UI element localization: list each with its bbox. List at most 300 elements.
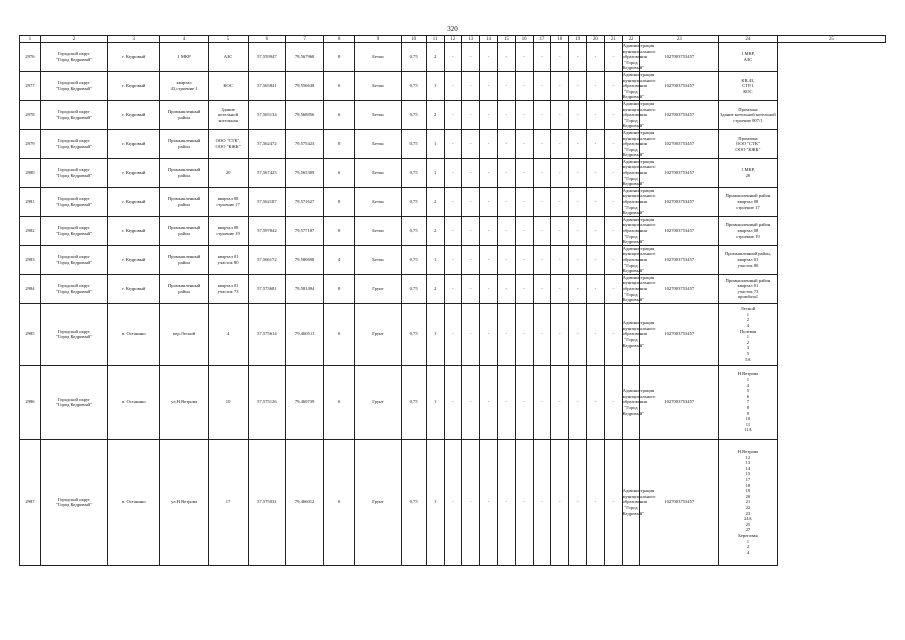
- ogrn: 1027003753457: [640, 216, 719, 245]
- column-number: 24: [719, 36, 778, 43]
- col-16: -: [497, 71, 515, 100]
- location-note: 1 МКР, АЗС: [719, 43, 778, 72]
- table-row: [20, 187, 886, 216]
- col-19: -: [551, 100, 569, 129]
- area: 0,75: [401, 216, 426, 245]
- col-16: -: [497, 216, 515, 245]
- row-number: 2982: [20, 216, 41, 245]
- col-14: -: [462, 71, 480, 100]
- ogrn: 1027003753457: [640, 365, 719, 439]
- surface-type: Грунт: [355, 303, 401, 365]
- owner: Администрация муниципального образования "Город Кедровый": [622, 365, 640, 439]
- col-13: -: [444, 158, 462, 187]
- owner: Администрация муниципального образования "Город Кедровый": [622, 439, 640, 565]
- col-15: -: [480, 439, 498, 565]
- latitude: 57,559947: [248, 43, 286, 72]
- surface-type: Бетон: [355, 187, 401, 216]
- table-row: [20, 129, 886, 158]
- building: Здание котельной котельная: [208, 100, 248, 129]
- column-number: 10: [401, 36, 426, 43]
- longitude: 79,575423: [286, 129, 324, 158]
- col-13: -: [444, 274, 462, 303]
- ogrn: 1027003753457: [640, 439, 719, 565]
- col-20: -: [569, 303, 587, 365]
- table-row: [20, 158, 886, 187]
- location-note: Промышленный район квартал 01 участок 73 промбаза1: [719, 274, 778, 303]
- column-number: 14: [480, 36, 498, 43]
- location-note: Лесной 1 2 4 Полевая 1 2 3 5 5А: [719, 303, 778, 365]
- location-note: Промзона Здание котельной котельной строение 007/1: [719, 100, 778, 129]
- owner: Администрация муниципального образования "Город Кедровый": [622, 216, 656, 245]
- building: АЗС: [208, 43, 248, 72]
- row-number: 2980: [20, 158, 41, 187]
- col-21: -: [587, 187, 605, 216]
- street: Промышленный район: [160, 216, 208, 245]
- longitude: 79,460739: [286, 365, 324, 439]
- municipality: Городской округ "Город Кедровый": [40, 216, 107, 245]
- count: 8: [323, 216, 354, 245]
- table-row: [20, 100, 886, 129]
- col-14: -: [462, 439, 480, 565]
- col-18: -: [533, 365, 551, 439]
- column-number: 7: [286, 36, 324, 43]
- building: ООО "СТК", ООО "КЖК": [208, 129, 248, 158]
- col-18: -: [533, 303, 551, 365]
- col-20: -: [569, 365, 587, 439]
- col-17: -: [515, 43, 533, 72]
- col-21: -: [587, 216, 605, 245]
- col-22: -: [604, 365, 622, 439]
- surface-type: Бетон: [355, 245, 401, 274]
- col-17: -: [515, 245, 533, 274]
- col-17: -: [515, 187, 533, 216]
- location-note: Промышленный район квартал 08 строение 19: [719, 216, 778, 245]
- col-18: -: [533, 187, 551, 216]
- ogrn: 1027003753457: [640, 158, 719, 187]
- latitude: 57,573681: [248, 274, 286, 303]
- col-19: -: [551, 274, 569, 303]
- street: пер.Лесной: [160, 303, 208, 365]
- col-18: -: [533, 439, 551, 565]
- col-16: -: [497, 43, 515, 72]
- col-20: -: [569, 71, 587, 100]
- col-21: -: [587, 274, 605, 303]
- col-22: -: [604, 245, 622, 274]
- register-table: [19, 35, 886, 566]
- longitude: 79,466012: [286, 439, 324, 565]
- surface-type: Грунт: [355, 439, 401, 565]
- column-number: 11: [426, 36, 444, 43]
- area: 0,75: [401, 303, 426, 365]
- col-20: -: [569, 274, 587, 303]
- surface-type: Бетон: [355, 129, 401, 158]
- col-14: -: [462, 129, 480, 158]
- street: ул.Н.Ветрова: [160, 439, 208, 565]
- ogrn: 1027003753457: [640, 274, 719, 303]
- col-15: -: [480, 43, 498, 72]
- col-19: -: [551, 187, 569, 216]
- col-19: -: [551, 158, 569, 187]
- municipality: Городской округ "Город Кедровый": [40, 43, 107, 72]
- column-number: 23: [640, 36, 719, 43]
- col-20: -: [569, 158, 587, 187]
- ogrn: 1027003753457: [640, 71, 719, 100]
- col-16: -: [497, 129, 515, 158]
- table-row: [20, 365, 886, 439]
- col-19: -: [551, 303, 569, 365]
- col-13: -: [444, 187, 462, 216]
- col-17: -: [515, 71, 533, 100]
- row-number: 2979: [20, 129, 41, 158]
- column-number: 5: [208, 36, 248, 43]
- street: Промышленный район: [160, 100, 208, 129]
- ogrn: 1027003753457: [640, 245, 719, 274]
- building: 4: [208, 303, 248, 365]
- col-14: -: [462, 187, 480, 216]
- row-number: 2981: [20, 187, 41, 216]
- col-19: -: [551, 216, 569, 245]
- street: 1 МКР: [160, 43, 208, 72]
- location-note: Промзона ООО "СТК" ООО "КЖК": [719, 129, 778, 158]
- col-13: -: [444, 43, 462, 72]
- column-number: 3: [108, 36, 160, 43]
- column-number: 21: [604, 36, 622, 43]
- col-20: -: [569, 245, 587, 274]
- col-16: -: [497, 100, 515, 129]
- row-number: 2985: [20, 303, 41, 365]
- street: квартал 43,строение 1: [160, 71, 208, 100]
- col-21: -: [587, 303, 605, 365]
- area: 0,75: [401, 439, 426, 565]
- settlement: г. Кедровый: [108, 187, 160, 216]
- row-number: 2983: [20, 245, 41, 274]
- column-number: 2: [40, 36, 107, 43]
- col-18: -: [533, 216, 551, 245]
- street: Промышленный район: [160, 245, 208, 274]
- col-17: -: [515, 158, 533, 187]
- street: Промышленный район: [160, 158, 208, 187]
- col-21: -: [587, 439, 605, 565]
- col-12: 1: [426, 158, 444, 187]
- owner: Администрация муниципального образования "Город Кедровый": [622, 158, 656, 187]
- latitude: 57,575031: [248, 439, 286, 565]
- count: 8: [323, 187, 354, 216]
- row-number: 2984: [20, 274, 41, 303]
- col-20: -: [569, 129, 587, 158]
- table-row: [20, 245, 886, 274]
- area: 0,75: [401, 129, 426, 158]
- row-number: 2987: [20, 439, 41, 565]
- col-13: -: [444, 129, 462, 158]
- col-14: -: [462, 43, 480, 72]
- municipality: Городской округ "Город Кедровый": [40, 187, 107, 216]
- longitude: 79,565309: [286, 158, 324, 187]
- col-19: -: [551, 439, 569, 565]
- owner: Администрация муниципального образования "Город Кедровый": [622, 100, 656, 129]
- col-12: 1: [426, 303, 444, 365]
- row-number: 2986: [20, 365, 41, 439]
- col-21: -: [587, 71, 605, 100]
- col-15: -: [480, 129, 498, 158]
- column-number: 22: [622, 36, 640, 43]
- owner: Администрация муниципального образования "Город Кедровый": [622, 187, 656, 216]
- municipality: Городской округ "Город Кедровый": [40, 129, 107, 158]
- col-22: -: [604, 158, 622, 187]
- column-number: 13: [462, 36, 480, 43]
- col-22: -: [604, 216, 622, 245]
- municipality: Городской округ "Город Кедровый": [40, 274, 107, 303]
- location-note: Н.Ветрова 12 13 14 15 17 18 19 20 21 22 23 24А 25 27 Береговая 1 2 4: [719, 439, 778, 565]
- col-12: 1: [426, 365, 444, 439]
- col-22: -: [604, 100, 622, 129]
- col-15: -: [480, 303, 498, 365]
- longitude: 79,568856: [286, 100, 324, 129]
- col-17: -: [515, 274, 533, 303]
- location-note: Промышленный район квартал 08 строение 17: [719, 187, 778, 216]
- col-22: -: [604, 71, 622, 100]
- table-row: [20, 274, 886, 303]
- count: 4: [323, 245, 354, 274]
- header-row: [20, 36, 886, 43]
- settlement: г. Кедровый: [108, 100, 160, 129]
- street: ул.Н.Ветрова: [160, 365, 208, 439]
- building: квартал 01 участок 80: [208, 245, 248, 274]
- area: 0,75: [401, 187, 426, 216]
- column-number: 16: [515, 36, 533, 43]
- surface-type: Бетон: [355, 216, 401, 245]
- col-22: -: [604, 43, 622, 72]
- column-number: 1: [20, 36, 41, 43]
- col-15: -: [480, 187, 498, 216]
- col-20: -: [569, 187, 587, 216]
- count: 8: [323, 129, 354, 158]
- col-12: 1: [426, 245, 444, 274]
- building: 17: [208, 439, 248, 565]
- column-number: 19: [569, 36, 587, 43]
- col-13: -: [444, 439, 462, 565]
- col-17: -: [515, 100, 533, 129]
- surface-type: Бетон: [355, 158, 401, 187]
- col-17: -: [515, 439, 533, 565]
- municipality: Городской округ "Город Кедровый": [40, 303, 107, 365]
- column-number: 15: [497, 36, 515, 43]
- municipality: Городской округ "Город Кедровый": [40, 158, 107, 187]
- area: 0,75: [401, 365, 426, 439]
- col-14: -: [462, 303, 480, 365]
- col-18: -: [533, 158, 551, 187]
- column-number: 8: [323, 36, 354, 43]
- table-row: [20, 303, 886, 365]
- col-21: -: [587, 43, 605, 72]
- col-20: -: [569, 216, 587, 245]
- settlement: г. Кедровый: [108, 71, 160, 100]
- col-21: -: [587, 245, 605, 274]
- col-15: -: [480, 216, 498, 245]
- building: квартал 08 строение 17: [208, 187, 248, 216]
- col-14: -: [462, 274, 480, 303]
- col-16: -: [497, 158, 515, 187]
- longitude: 79,460511: [286, 303, 324, 365]
- count: 6: [323, 439, 354, 565]
- latitude: 57,565134: [248, 100, 286, 129]
- ogrn: 1027003753457: [640, 129, 719, 158]
- surface-type: Грунт: [355, 274, 401, 303]
- table-row: [20, 439, 886, 565]
- settlement: г. Кедровый: [108, 158, 160, 187]
- count: 6: [323, 71, 354, 100]
- latitude: 57,567425: [248, 158, 286, 187]
- col-14: -: [462, 365, 480, 439]
- municipality: Городской округ "Город Кедровый": [40, 439, 107, 565]
- settlement: г. Кедровый: [108, 245, 160, 274]
- longitude: 79,556638: [286, 71, 324, 100]
- col-15: -: [480, 100, 498, 129]
- surface-type: Бетон: [355, 100, 401, 129]
- longitude: 79,577187: [286, 216, 324, 245]
- street: Промышленный район: [160, 129, 208, 158]
- col-13: -: [444, 245, 462, 274]
- col-18: -: [533, 100, 551, 129]
- col-18: -: [533, 71, 551, 100]
- owner: Администрация муниципального образования "Город Кедровый": [622, 43, 656, 71]
- building: квартал 01 участок 73: [208, 274, 248, 303]
- settlement: г. Кедровый: [108, 43, 160, 72]
- longitude: 79,567968: [286, 43, 324, 72]
- location-note: Промышленный район, квартал 01 участок 80: [719, 245, 778, 274]
- longitude: 79,571627: [286, 187, 324, 216]
- col-21: -: [587, 129, 605, 158]
- ogrn: 1027003753457: [640, 43, 719, 72]
- col-16: -: [497, 274, 515, 303]
- latitude: 57,566172: [248, 245, 286, 274]
- col-18: -: [533, 245, 551, 274]
- owner: Администрация муниципального образования "Город Кедровый": [622, 129, 656, 158]
- col-14: -: [462, 216, 480, 245]
- owner: Администрация муниципального образования "Город Кедровый": [622, 303, 640, 365]
- col-19: -: [551, 71, 569, 100]
- street: Промышленный район: [160, 187, 208, 216]
- latitude: 57,562472: [248, 129, 286, 158]
- col-21: -: [587, 158, 605, 187]
- table-row: [20, 71, 886, 100]
- col-12: 1: [426, 129, 444, 158]
- count: 6: [323, 365, 354, 439]
- area: 0,75: [401, 100, 426, 129]
- col-19: -: [551, 129, 569, 158]
- col-16: -: [497, 439, 515, 565]
- col-20: -: [569, 100, 587, 129]
- col-13: -: [444, 71, 462, 100]
- location-note: КВ.43, СТР.1 КОС: [719, 71, 778, 100]
- ogrn: 1027003753457: [640, 187, 719, 216]
- col-13: -: [444, 303, 462, 365]
- col-14: -: [462, 100, 480, 129]
- col-12: 2: [426, 274, 444, 303]
- count: 6: [323, 303, 354, 365]
- table-row: [20, 43, 886, 72]
- col-12: 2: [426, 100, 444, 129]
- surface-type: Бетон: [355, 43, 401, 72]
- surface-type: Грунт: [355, 365, 401, 439]
- owner: Администрация муниципального образования "Город Кедровый": [622, 274, 656, 303]
- area: 0,75: [401, 43, 426, 72]
- col-16: -: [497, 245, 515, 274]
- building: 20: [208, 158, 248, 187]
- col-17: -: [515, 129, 533, 158]
- col-22: -: [604, 129, 622, 158]
- location-note: Н.Ветрова 1 4 5 6 7 8 9 10 11 11А: [719, 365, 778, 439]
- col-22: -: [604, 439, 622, 565]
- latitude: 57,575614: [248, 303, 286, 365]
- longitude: 79,580698: [286, 245, 324, 274]
- col-22: -: [604, 187, 622, 216]
- latitude: 57,562187: [248, 187, 286, 216]
- column-number: 25: [777, 36, 885, 43]
- col-21: -: [587, 100, 605, 129]
- col-19: -: [551, 43, 569, 72]
- area: 0,75: [401, 274, 426, 303]
- col-14: -: [462, 245, 480, 274]
- row-number: 2977: [20, 71, 41, 100]
- col-15: -: [480, 365, 498, 439]
- column-number: 9: [355, 36, 401, 43]
- municipality: Городской округ "Город Кедровый": [40, 365, 107, 439]
- col-13: -: [444, 216, 462, 245]
- municipality: Городской округ "Город Кедровый": [40, 71, 107, 100]
- col-18: -: [533, 43, 551, 72]
- col-12: 2: [426, 216, 444, 245]
- col-16: -: [497, 303, 515, 365]
- col-13: -: [444, 365, 462, 439]
- longitude: 79,581494: [286, 274, 324, 303]
- latitude: 57,565841: [248, 71, 286, 100]
- row-number: 2978: [20, 100, 41, 129]
- col-22: -: [604, 274, 622, 303]
- settlement: п. Останино: [108, 303, 160, 365]
- col-14: -: [462, 158, 480, 187]
- settlement: п. Останино: [108, 439, 160, 565]
- col-15: -: [480, 158, 498, 187]
- owner: Администрация муниципального образования "Город Кедровый": [622, 71, 656, 100]
- col-12: 2: [426, 187, 444, 216]
- col-17: -: [515, 365, 533, 439]
- surface-type: Бетон: [355, 71, 401, 100]
- column-number: 12: [444, 36, 462, 43]
- ogrn: 1027003753457: [640, 100, 719, 129]
- column-number: 17: [533, 36, 551, 43]
- municipality: Городской округ "Город Кедровый": [40, 100, 107, 129]
- count: 6: [323, 100, 354, 129]
- area: 0,75: [401, 245, 426, 274]
- location-note: 1 МКР, 20: [719, 158, 778, 187]
- col-15: -: [480, 274, 498, 303]
- count: 6: [323, 158, 354, 187]
- col-20: -: [569, 43, 587, 72]
- row-number: 2976: [20, 43, 41, 72]
- page-number: 320: [447, 25, 458, 33]
- owner: Администрация муниципального образования "Город Кедровый": [622, 245, 656, 274]
- col-12: 1: [426, 71, 444, 100]
- ogrn: 1027003753457: [640, 303, 719, 365]
- building: 10: [208, 365, 248, 439]
- col-18: -: [533, 129, 551, 158]
- building: КОС: [208, 71, 248, 100]
- latitude: 57,575126: [248, 365, 286, 439]
- col-22: -: [604, 303, 622, 365]
- street: Промышленный район: [160, 274, 208, 303]
- column-number: 4: [160, 36, 208, 43]
- col-16: -: [497, 187, 515, 216]
